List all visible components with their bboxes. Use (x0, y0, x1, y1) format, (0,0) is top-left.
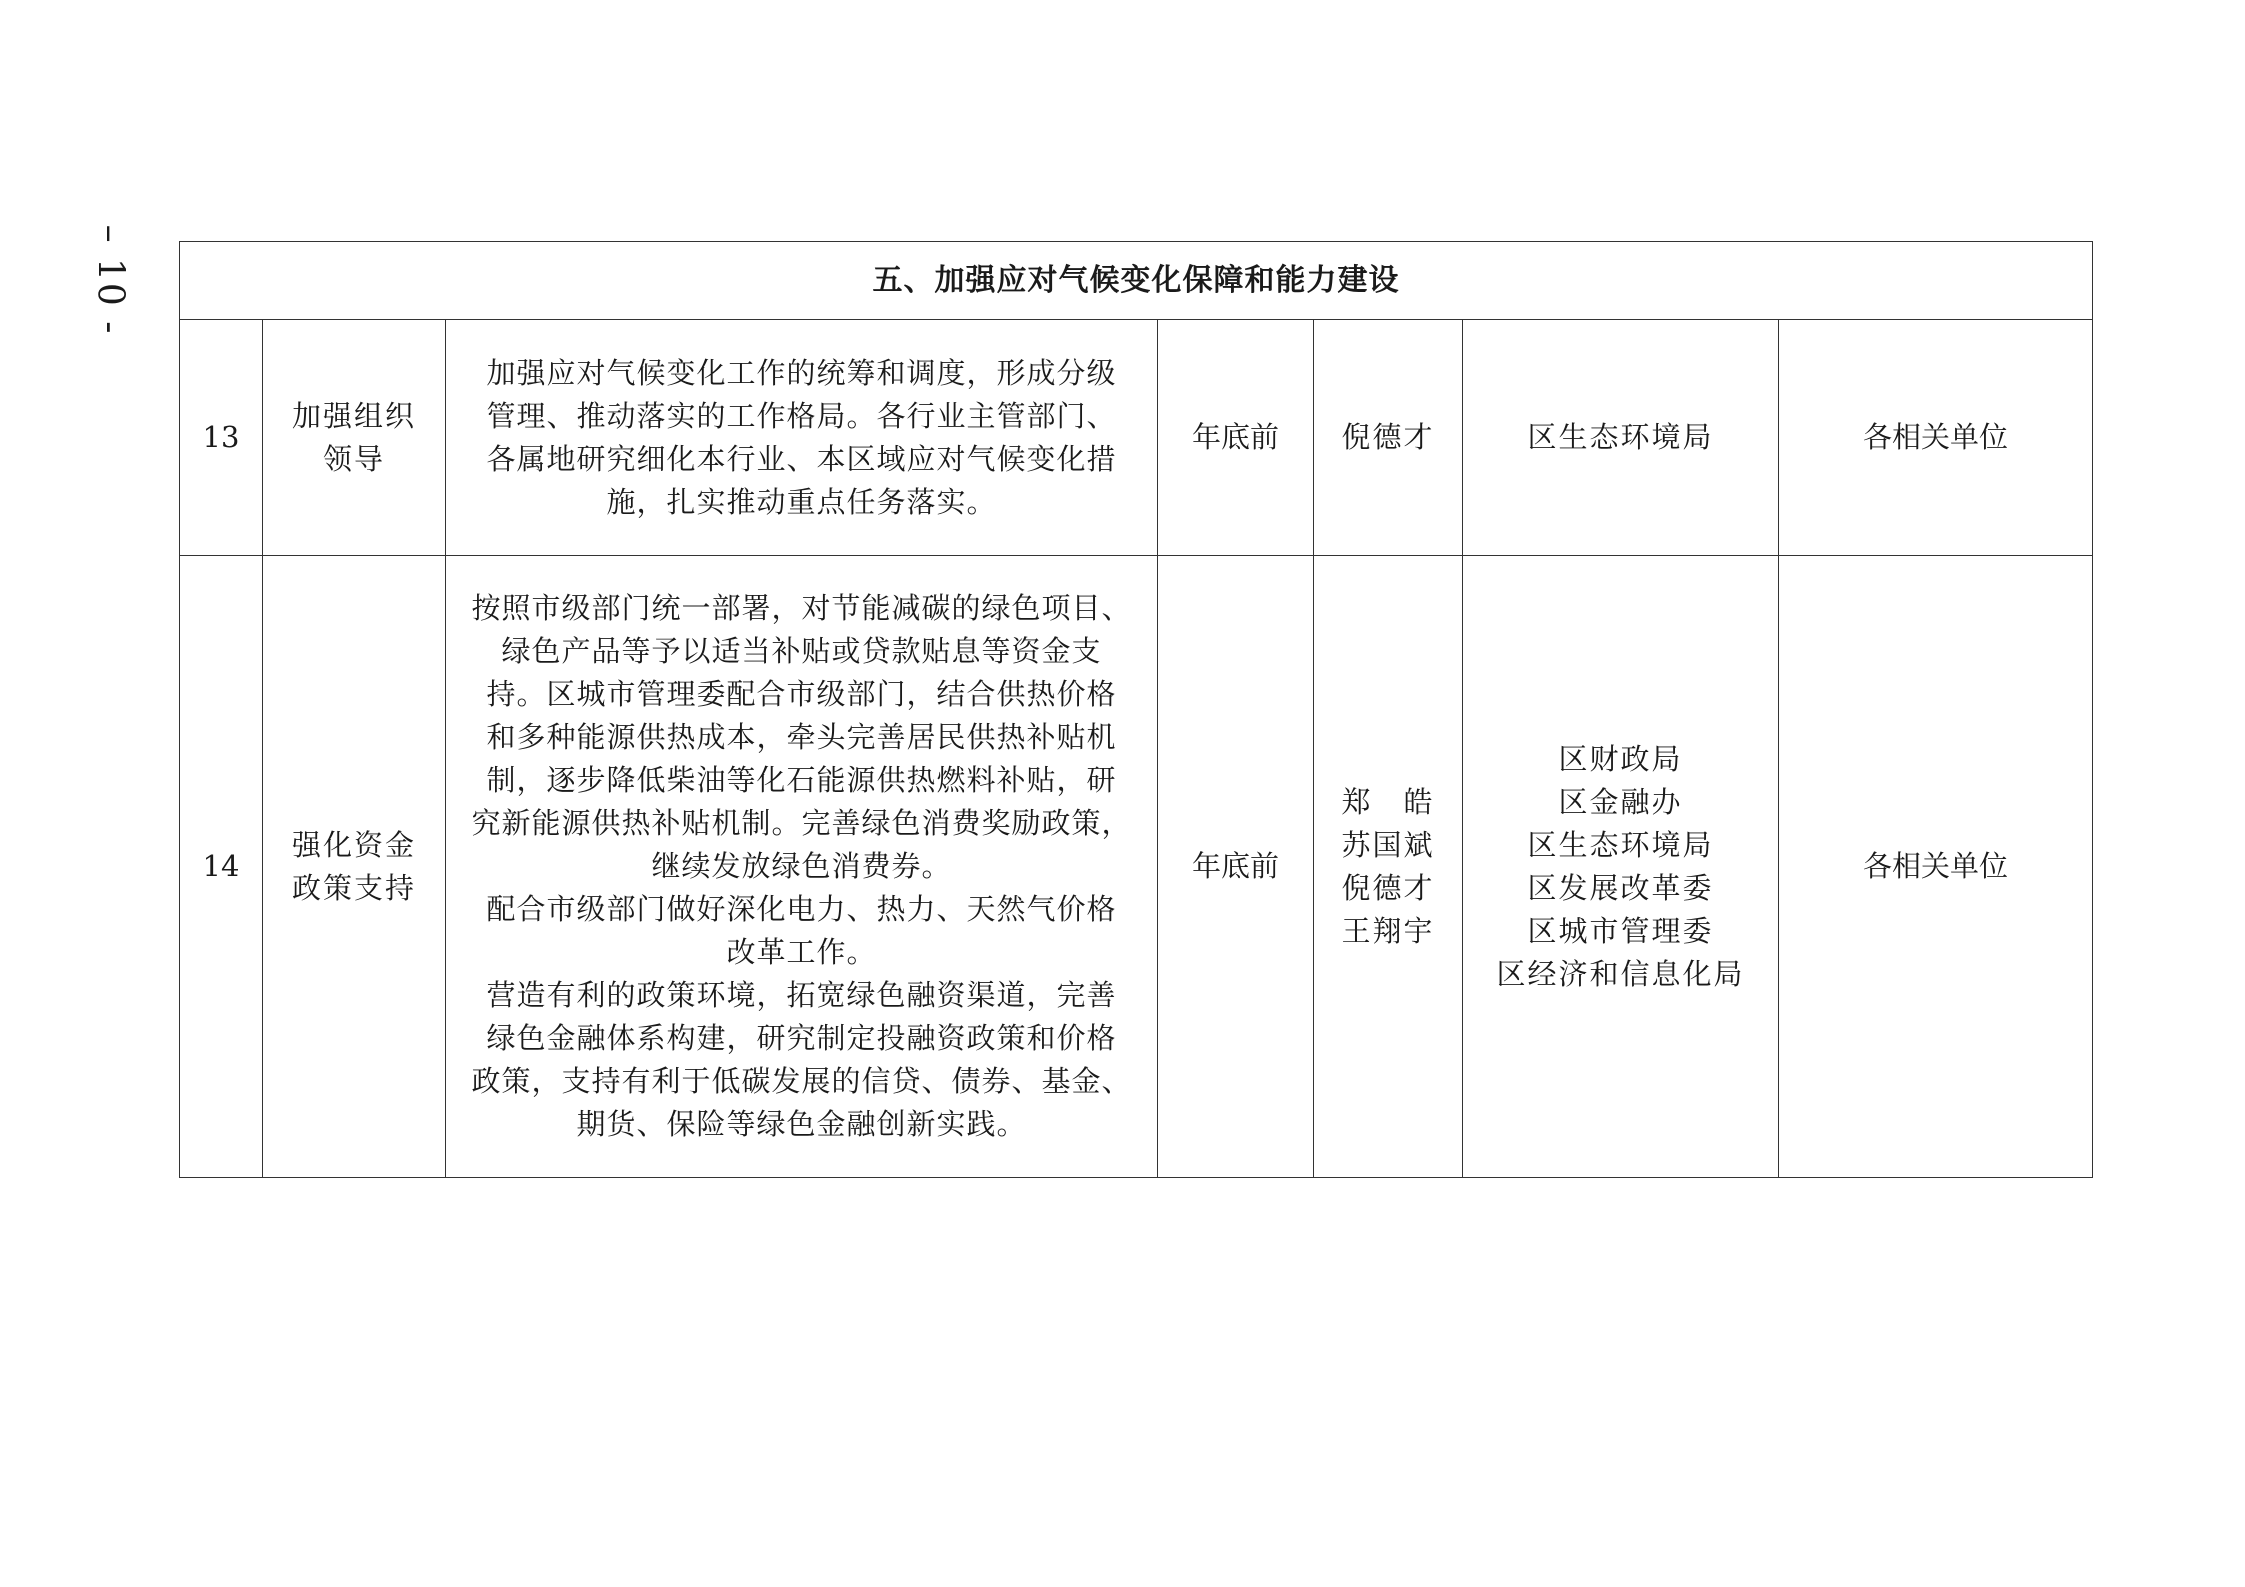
measure-line: 绿色金融体系构建，研究制定投融资政策和价格 (486, 1021, 1117, 1055)
measure-line: 制，逐步降低柴油等化石能源供热燃料补贴，研 (486, 763, 1117, 797)
task-name-cell (263, 320, 446, 556)
measure-line: 和多种能源供热成本，牵头完善居民供热补贴机 (486, 720, 1117, 754)
measure-line: 政策，支持有利于低碳发展的信贷、债券、基金、 (471, 1064, 1132, 1098)
measure-line: 营造有利的政策环境，拓宽绿色融资渠道，完善 (486, 978, 1117, 1012)
leader-name: 王翔宇 (1341, 913, 1435, 948)
measures-cell (446, 320, 1158, 556)
lead-unit: 区城市管理委 (1527, 913, 1714, 948)
page-number: – 10 - (89, 224, 131, 336)
task-table (179, 241, 2093, 1178)
measure-line: 施，扎实推动重点任务落实。 (606, 484, 997, 519)
lead-units-cell (1463, 320, 1779, 556)
lead-unit: 区财政局 (1558, 741, 1683, 776)
measures-cell (446, 556, 1158, 1178)
measure-line: 按照市级部门统一部署，对节能减碳的绿色项目、 (471, 591, 1132, 625)
leader-name: 苏国斌 (1341, 827, 1435, 862)
item-number: 13 (180, 320, 263, 556)
lead-units-cell (1463, 556, 1779, 1178)
table-row (180, 556, 2093, 1178)
item-number: 14 (180, 556, 263, 1178)
task-name-cell (263, 556, 446, 1178)
leader-name: 郑 皓 (1341, 784, 1435, 819)
deadline-cell: 年底前 (1158, 556, 1314, 1178)
measure-line: 究新能源供热补贴机制。完善绿色消费奖励政策， (471, 806, 1132, 840)
deadline-cell: 年底前 (1158, 320, 1314, 556)
measure-line: 期货、保险等绿色金融创新实践。 (576, 1107, 1027, 1141)
measure-line: 持。区城市管理委配合市级部门，结合供热价格 (486, 677, 1117, 711)
lead-unit: 区经济和信息化局 (1496, 956, 1745, 991)
section-header-row (180, 242, 2093, 320)
leaders-cell (1314, 320, 1463, 556)
lead-unit: 区金融办 (1558, 784, 1683, 819)
leaders-cell (1314, 556, 1463, 1178)
cooperating-units-cell: 各相关单位 (1779, 320, 2093, 556)
measure-line: 配合市级部门做好深化电力、热力、天然气价格 (486, 892, 1117, 926)
cooperating-units-cell: 各相关单位 (1779, 556, 2093, 1178)
lead-unit: 区生态环境局 (1527, 420, 1714, 454)
measure-line: 继续发放绿色消费券。 (651, 849, 952, 883)
measure-line: 改革工作。 (726, 935, 877, 969)
section-title: 五、加强应对气候变化保障和能力建设 (180, 242, 2093, 320)
leader-name: 倪德才 (1341, 870, 1435, 905)
measure-line: 管理、推动落实的工作格局。各行业主管部门、 (486, 398, 1117, 433)
table-row (180, 320, 2093, 556)
measure-line: 绿色产品等予以适当补贴或贷款贴息等资金支 (501, 634, 1102, 668)
leader-name: 倪德才 (1341, 420, 1435, 454)
task-name-line: 领导 (322, 441, 385, 476)
task-name-line: 强化资金 (291, 827, 416, 862)
lead-unit: 区生态环境局 (1527, 827, 1714, 862)
task-name-line: 政策支持 (291, 870, 416, 905)
task-name-line: 加强组织 (291, 398, 416, 433)
measure-line: 各属地研究细化本行业、本区域应对气候变化措 (486, 441, 1117, 476)
lead-unit: 区发展改革委 (1527, 870, 1714, 905)
measure-line: 加强应对气候变化工作的统筹和调度，形成分级 (486, 355, 1117, 390)
